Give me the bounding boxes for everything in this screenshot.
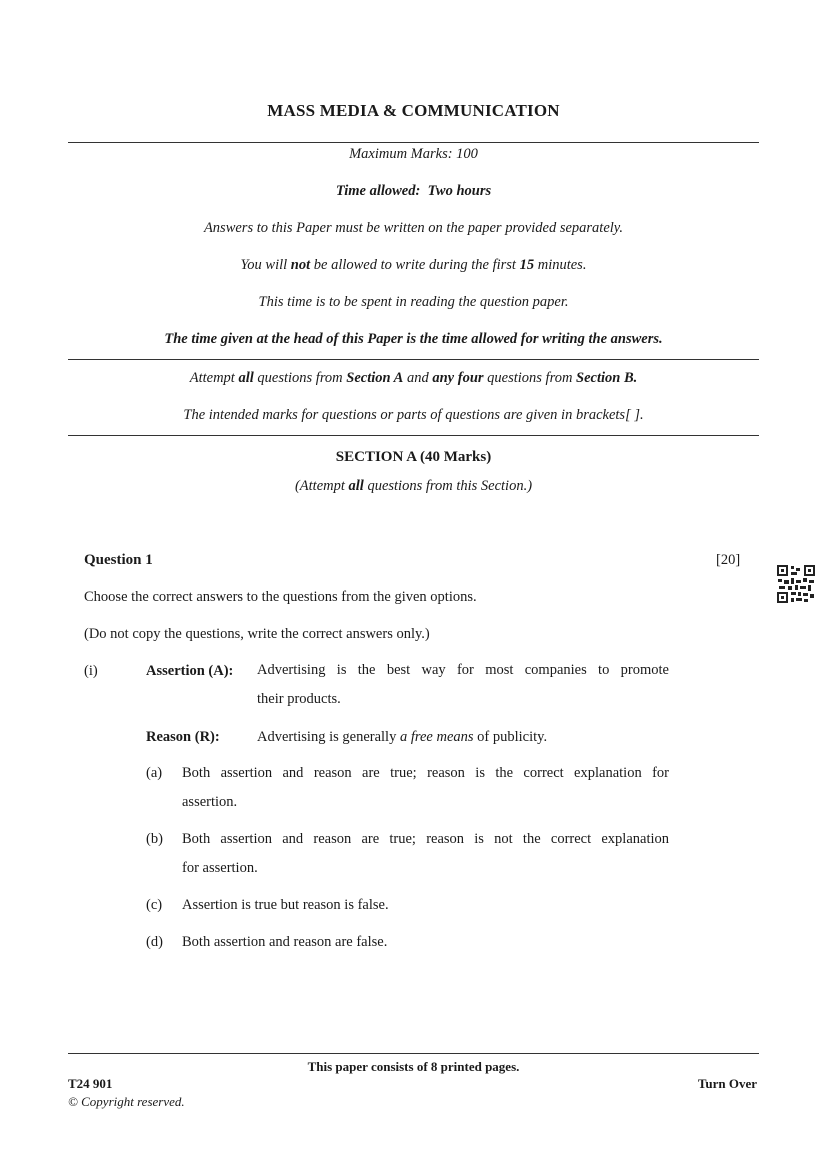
answers-instruction: Answers to this Paper must be written on the paper provided separately. — [203, 220, 624, 236]
copyright: © Copyright reserved. — [68, 1094, 185, 1109]
item-number: (i) — [84, 663, 98, 679]
qr-code-icon — [777, 565, 815, 603]
paper-title: MASS MEDIA & COMMUNICATION — [267, 101, 560, 120]
attempt-instruction — [0, 370, 827, 387]
reason-text — [257, 729, 547, 746]
text-part: questions from — [483, 370, 577, 386]
page-count: This paper consists of 8 printed pages. — [307, 1059, 520, 1074]
assertion-label: Assertion (A): — [146, 663, 234, 679]
reading-instruction: This time is to be spent in reading the question paper. — [258, 294, 569, 310]
option-text-line2: for assertion. — [182, 860, 258, 876]
time-allowed-label: Time allowed: — [335, 183, 421, 199]
time-allowed-value: Two hours — [427, 183, 492, 199]
text-bold: all — [348, 478, 364, 494]
max-marks: Maximum Marks: 100 — [349, 146, 478, 162]
question-1-label: Question 1 — [84, 552, 153, 568]
section-a-heading: SECTION A (40 Marks) — [335, 449, 492, 465]
option-text-line1: Both assertion and reason are true; reason is the correct explanation for — [182, 765, 669, 781]
text-bold: any four — [432, 370, 484, 386]
question-1-instruction: Choose the correct answers to the questions from the given options. — [84, 589, 477, 605]
header-rule-bottom — [68, 435, 759, 436]
footer-rule — [68, 1053, 759, 1054]
option-text-line1: Both assertion and reason are false. — [182, 934, 388, 950]
text-part: Advertising is generally — [257, 729, 400, 745]
text-part: and — [403, 370, 433, 386]
option-text-line1: Both assertion and reason are true; reason is not the correct explanation — [182, 831, 669, 847]
option-key: (b) — [146, 831, 163, 847]
paper-code: T24 901 — [68, 1076, 113, 1091]
reason-label: Reason (R): — [146, 729, 220, 745]
marks-note: The intended marks for questions or parts of questions are given in brackets[ ]. — [183, 407, 644, 423]
text-part: (Attempt — [294, 478, 349, 494]
text-part: You will — [240, 257, 291, 273]
text-part: of publicity. — [473, 729, 548, 745]
time-given-instruction: The time given at the head of this Paper is the time allowed for writing the answers. — [164, 331, 663, 347]
assertion-text-line2: their products. — [257, 691, 341, 707]
option-key: (a) — [146, 765, 163, 781]
text-part: be allowed to write during the first — [310, 257, 520, 273]
time-allowed — [0, 183, 827, 200]
text-bold: Section B. — [576, 370, 638, 386]
text-part: minutes. — [534, 257, 587, 273]
header-rule-top — [68, 142, 759, 143]
text-bold: all — [238, 370, 254, 386]
turn-over: Turn Over — [697, 1076, 757, 1091]
text-part: Attempt — [189, 370, 239, 386]
text-part: questions from — [253, 370, 347, 386]
text-bold: not — [290, 257, 311, 273]
assertion-text-line1: Advertising is the best way for most companies to promote — [257, 662, 669, 678]
option-text-line1: Assertion is true but reason is false. — [182, 897, 389, 913]
text-part: questions from this Section.) — [363, 478, 533, 494]
question-1-marks: [20] — [716, 552, 741, 568]
question-1-note: (Do not copy the questions, write the correct answers only.) — [84, 626, 430, 642]
text-bold: Section A — [346, 370, 404, 386]
text-italic: a free means — [399, 729, 474, 745]
option-key: (d) — [146, 934, 163, 950]
option-text-line2: assertion. — [182, 794, 238, 810]
text-bold: 15 — [519, 257, 535, 273]
not-allowed-instruction — [0, 257, 827, 274]
header-rule-middle — [68, 359, 759, 360]
option-key: (c) — [146, 897, 163, 913]
section-a-subheading — [0, 478, 827, 495]
